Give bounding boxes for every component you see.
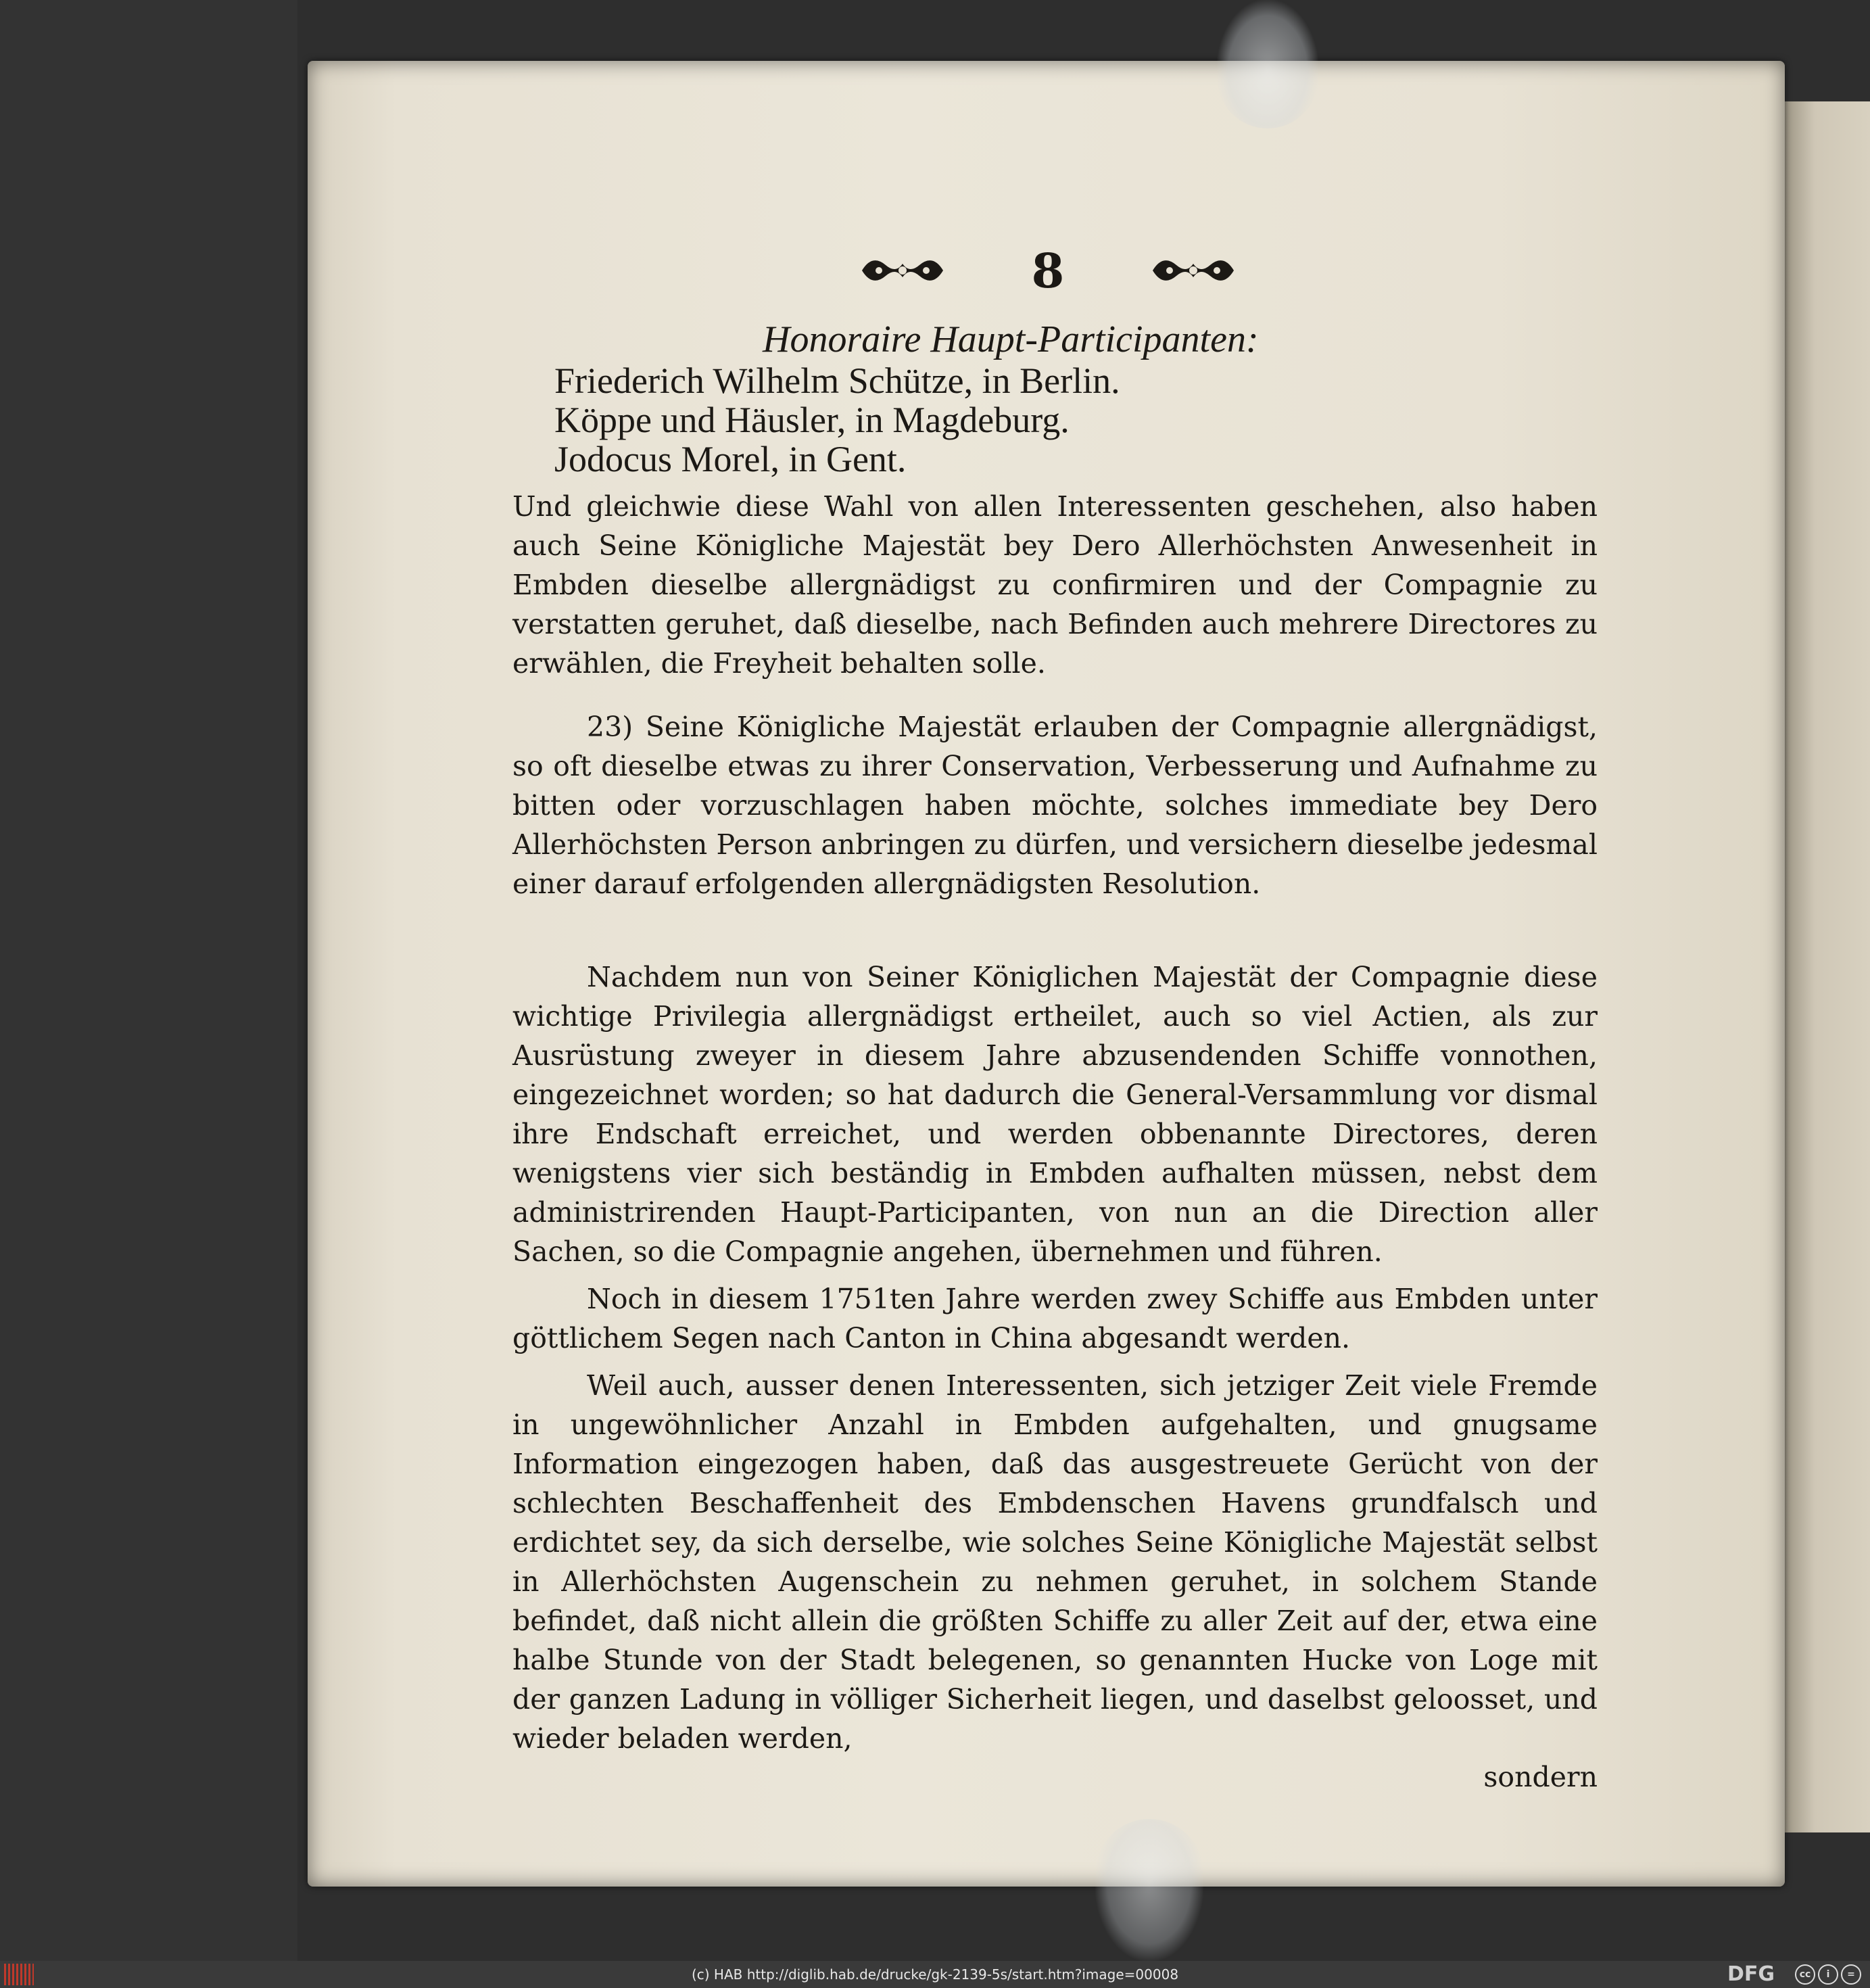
attribution-icon: i	[1818, 1964, 1838, 1985]
page-number: 8	[1031, 242, 1065, 299]
cc-license-badge[interactable]	[1795, 1964, 1866, 1985]
paragraph: Nachdem nun von Seiner Königlichen Majestät der Compagnie diese wichtige Privilegia allergnädigst ertheilet, auch so viel Actien, als zur Ausrüstung zweyer in diesem Jahre abzusendenden Schiffe vonnothen, eingezeichnet worden; so hat dadurch die General-Versammlung vor dismal ihre Endschaft erreichet, und werden obbenannte Directores, deren wenigstens vier sich beständig in Embden aufhalten müssen, nebst dem administrirenden Haupt-Participanten, von nun an die Direction aller Sachen, so die Compagnie angehen, übernehmen und führen.	[512, 961, 1598, 1268]
facing-page-edge	[1785, 101, 1870, 1832]
copyright-link[interactable]: (c) HAB http://diglib.hab.de/drucke/gk-2139-5s/start.htm?image=00008	[691, 1966, 1179, 1983]
paragraph-article-23: 23) Seine Königliche Majestät erlauben der Compagnie allergnädigst, so oft dieselbe etwas zu ihrer Conservation, Verbesserung und Aufnahme zu bitten oder vorzuschlagen haben möchte, solches immediate bey Dero Allerhöchsten Person anbringen zu dürfen, und versichern dieselbe jedesmal einer darauf erfolgenden allergnädigsten Resolution.	[512, 711, 1598, 900]
catchword: sondern	[1483, 1761, 1598, 1793]
dfg-logo: DFG	[1727, 1962, 1775, 1986]
paragraph: Weil auch, ausser denen Interessenten, sich jetziger Zeit viele Fremde in ungewöhnlicher Anzahl in Embden aufgehalten, und gnugsame Information eingezogen haben, daß das ausgestreuete Gerücht von der schlechten Beschaffenheit des Embdenschen Havens grundfalsch und erdichtet sey, da sich derselbe, wie solches Seine Königliche Majestät selbst in Allerhöchsten Augenschein zu nehmen geruhet, in solchem Stande befindet, daß nicht allein die größten Schiffe zu aller Zeit auf der, etwa eine halbe Stunde von der Stadt belegenen, so genannten Hucke von Loge mit der ganzen Ladung in völliger Sicherheit liegen, und daselbst geloosset, und wieder beladen werden,	[512, 1369, 1598, 1755]
page-header	[859, 240, 1237, 301]
barcode-icon	[4, 1964, 34, 1985]
right-ornament-icon	[1149, 250, 1237, 291]
page-clip-bottom	[1095, 1819, 1203, 1961]
page-text	[512, 318, 1598, 1796]
participant-item: Friederich Wilhelm Schütze, in Berlin.	[554, 360, 1120, 401]
background-left	[0, 0, 297, 1961]
participant-item: Köppe und Häusler, in Magdeburg.	[554, 400, 1070, 440]
paragraph: Noch in diesem 1751ten Jahre werden zwey Schiffe aus Embden unter göttlichem Segen nach Canton in China abgesandt werden.	[512, 1283, 1598, 1354]
left-ornament-icon	[859, 250, 946, 291]
participant-item: Jodocus Morel, in Gent.	[554, 439, 907, 479]
cc-icon: cc	[1795, 1964, 1815, 1985]
paragraph: Und gleichwie diese Wahl von allen Interessenten geschehen, also haben auch Seine Königliche Majestät bey Dero Allerhöchsten Anwesenheit in Embden dieselbe allergnädigst zu confirmiren und der Compagnie zu verstatten geruhet, daß dieselbe, nach Befinden auch mehrere Directores zu erwählen, die Freyheit behalten solle.	[512, 490, 1598, 680]
footer-bar	[0, 1961, 1870, 1988]
section-heading: Honoraire Haupt-Participanten:	[763, 318, 1259, 360]
page-clip-top	[1217, 0, 1318, 128]
no-derivatives-icon: =	[1841, 1964, 1861, 1985]
